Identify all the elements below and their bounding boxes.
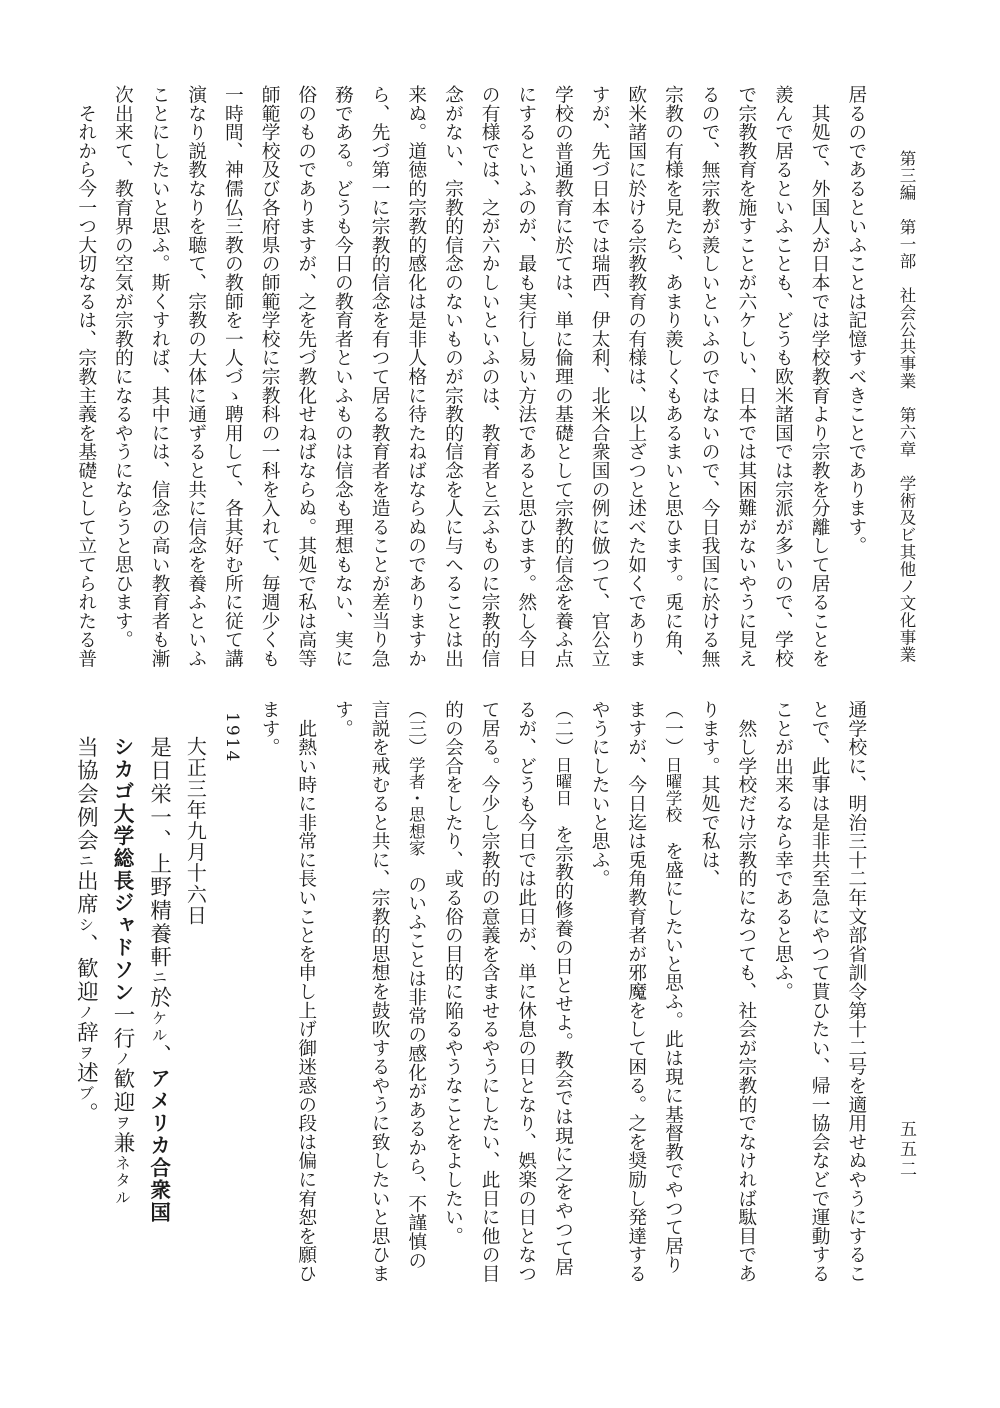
record-particle: ニ (76, 852, 95, 870)
item-term: 日曜学校 (662, 756, 682, 823)
text-line: やうにしたいと思ふ。 (588, 700, 610, 888)
text-line: 務である。どうも今日の教育者といふものは信念も理想もない、実に (331, 85, 353, 668)
page-number: 五五二 (896, 1120, 916, 1180)
record-text: 歓迎 (109, 1067, 135, 1115)
item-marker: （一） (661, 700, 683, 757)
numbered-item-line (397, 700, 434, 1300)
text-line: 其処で、外国人が日本では学校教育より宗教を分離して居ることを (808, 85, 830, 668)
lower-text-block (250, 700, 873, 1300)
record-text: 是日栄一、上野精養軒 (146, 736, 172, 969)
record-text: 於 (146, 986, 172, 1010)
text-line: の有様では、之が六かしいといふのは、教育者と云ふものに宗教的信 (478, 85, 500, 668)
text-line: とで、此事は是非共至急にやつて貰ひたい、帰一協会などで運動する (808, 700, 830, 1283)
running-title: 第三編 第一部 社会公共事業 第六章 学術及ビ其他ノ文化事業 (897, 150, 916, 663)
text-line: 宗教の有様を見たら、あまり羨しくもあるまいと思ひます。兎に角、 (661, 85, 683, 668)
text-line: ります。其処で私は、 (698, 700, 720, 888)
text-line: 一時間、神儒仏三教の教師を一人づゝ聘用して、各其好む所に従て講 (221, 85, 243, 668)
record-line (67, 736, 104, 1126)
text-line: 念がない、宗教的信念のないものが宗教的信念を人に与へることは出 (441, 85, 463, 668)
upper-text-block (67, 85, 874, 685)
item-marker: （三） (405, 700, 427, 757)
record-particle: ニ (149, 969, 168, 987)
record-line (103, 736, 140, 1207)
text-line: 羨んで居るといふことも、どうも欧米諸国では宗派が多いので、学校 (771, 85, 793, 668)
text-line: 師範学校及び各府県の師範学校に宗教科の一科を入れて、毎週少くも (258, 85, 280, 668)
record-particle: シ (76, 916, 95, 934)
record-text: 、歓迎 (73, 933, 99, 1004)
record-particle: ヲ (76, 1044, 95, 1062)
record-proper-noun: アメリカ合衆国 (146, 1067, 171, 1224)
record-line (140, 736, 177, 1224)
record-particle: ケル (149, 1009, 168, 1045)
text-line: それから今一つ大切なるは、宗教主義を基礎として立てられたる普 (75, 85, 97, 668)
text-line: 此熱い時に非常に長いことを申し上げ御迷惑の段は偏に宥恕を願ひ (295, 700, 317, 1283)
text-line: 然し学校だけ宗教的になつても、社会が宗教的でなければ駄目であ (735, 700, 757, 1283)
item-text: を宗教的修養の日とせよ。教会では現に之をやつて居 (551, 806, 573, 1277)
item-term: 学者・思想家 (406, 756, 426, 857)
record-text: 。 (73, 1102, 99, 1126)
western-year-annotation: 1914 (222, 712, 242, 764)
item-marker: （二） (551, 700, 573, 757)
numbered-item-line (543, 700, 580, 1300)
record-particle: ノ (112, 1050, 131, 1068)
text-line: ますが、今日迄は兎角教育者が邪魔をして困る。之を奨励し発達する (625, 700, 647, 1283)
record-text: 述 (73, 1061, 99, 1085)
text-line: す。 (331, 700, 353, 738)
text-line: 学校の普通教育に於ては、単に倫理の基礎として宗教的信念を養ふ点 (551, 85, 573, 668)
text-line: ら、先づ第一に宗教的信念を有つて居る教育者を造ることが差当り急 (368, 85, 390, 668)
text-line: ことにしたいと思ふ。斯くすれば、其中には、信念の高い教育者も漸 (148, 85, 170, 668)
record-text: 一行 (109, 1003, 135, 1051)
record-proper-noun: シカゴ大学総長ジャドソン (109, 736, 134, 1004)
record-date: 大正三年九月十六日 (183, 736, 208, 926)
text-line: るので、無宗教が羨しいといふのではないので、今日我国に於ける無 (698, 85, 720, 668)
text-line: 俗のものでありますが、之を先づ教化せねばならぬ。其処で私は高等 (295, 85, 317, 668)
item-text: を盛にしたいと思ふ。此は現に基督教でやつて居り (661, 822, 683, 1275)
text-line: 言説を戒むると共に、宗教的思想を鼓吹するやうに致したいと思ひま (368, 700, 390, 1283)
item-text: のいふことは非常の感化があるから、不謹慎の (405, 856, 427, 1270)
record-text: 辞 (73, 1020, 99, 1045)
text-line: 的の会合をしたり、或る俗の目的に陥るやうなことをよしたい。 (441, 700, 463, 1246)
record-text: 当協会例会 (73, 736, 99, 853)
text-line: 欧米諸国に於ける宗教教育の有様は、以上ざつと述べた如くでありま (625, 85, 647, 668)
text-line: で宗教教育を施すことが六ケしい、日本では其困難がないやうに見え (735, 85, 757, 668)
text-line: るが、どうも今日では此日が、単に休息の日となり、娯楽の日となつ (515, 700, 537, 1283)
text-line: て居る。今少し宗教的の意義を含ませるやうにしたい、此日に他の目 (478, 700, 500, 1283)
text-line: ます。 (258, 700, 280, 757)
item-term: 日曜日 (552, 756, 572, 807)
text-line: 来ぬ。道徳的宗教的感化は是非人格に待たねばならぬのでありますか (405, 85, 427, 668)
record-text: 出席 (73, 869, 99, 917)
record-particle: ネタル (112, 1154, 131, 1207)
record-particle: ノ (76, 1003, 95, 1021)
record-text: 、 (146, 1044, 172, 1068)
text-line: 居るのであるといふことは記憶すべきことであります。 (845, 85, 867, 555)
text-line: すが、先づ日本では瑞西、伊太利、北米合衆国の例に倣つて、官公立 (588, 85, 610, 668)
record-text: 兼 (109, 1131, 135, 1155)
text-line: 次出来て、教育界の空気が宗教的になるやうにならうと思ひます。 (111, 85, 133, 649)
text-line: ことが出来るなら幸であると思ふ。 (771, 700, 793, 1001)
text-line: 演なり説教なりを聴て、宗教の大体に通ずると共に信念を養ふといふ (185, 85, 207, 668)
text-line: にするといふのが、最も実行し易い方法であると思ひます。然し今日 (515, 85, 537, 668)
record-particle: ブ (76, 1084, 95, 1103)
numbered-item-line (653, 700, 690, 1300)
text-line: 通学校に、明治三十二年文部省訓令第十二号を適用せぬやうにするこ (845, 700, 867, 1283)
record-particle: ヲ (112, 1114, 131, 1132)
